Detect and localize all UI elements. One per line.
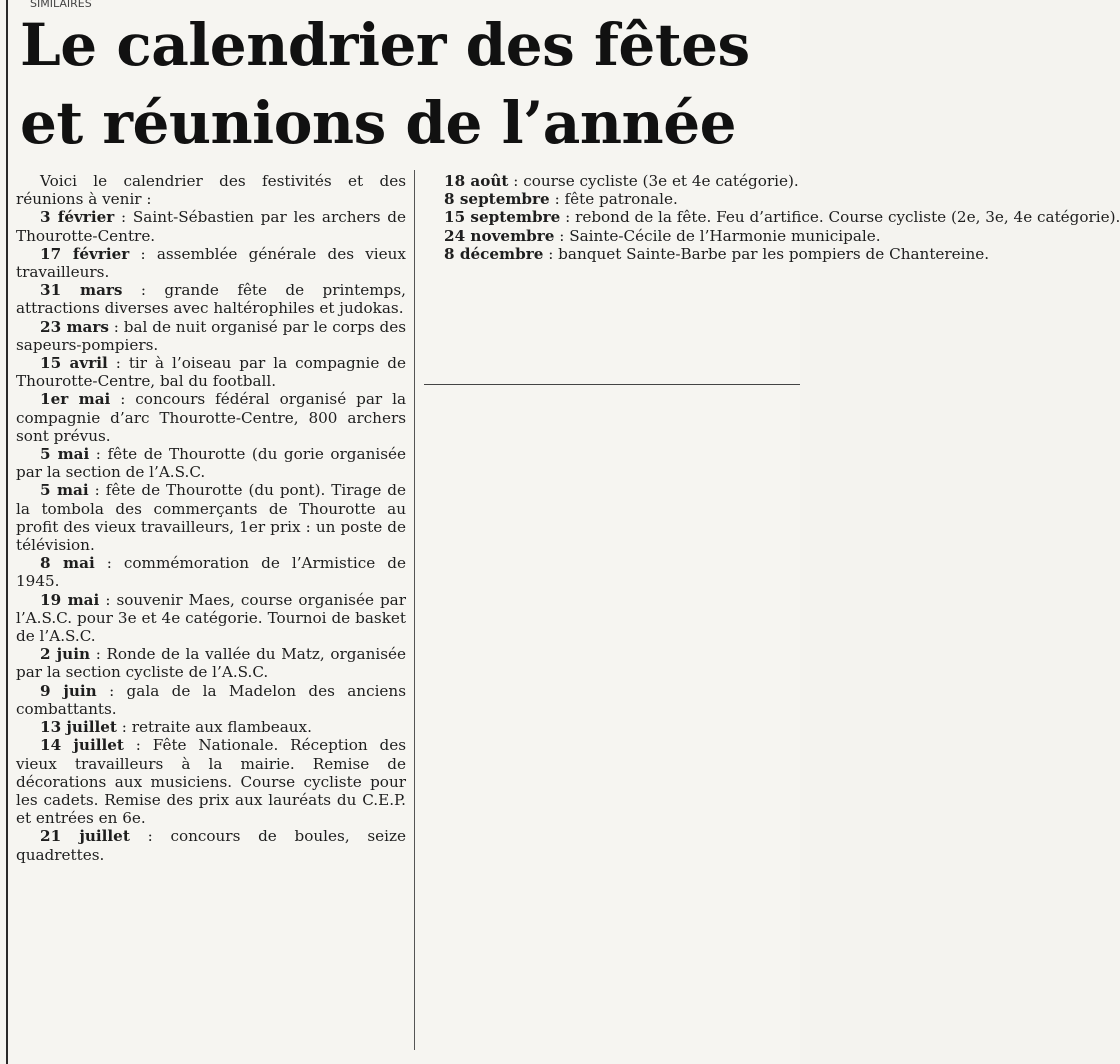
entry-text: : concours fédéral organisé par la compagnie d’arc Thourotte-Centre, 800 archers sont prévus.: [16, 390, 406, 445]
entry-date: 9 juin: [40, 681, 97, 700]
calendar-entry: [16, 554, 406, 590]
entry-date: 1er mai: [40, 390, 111, 409]
intro-paragraph: Voici le calendrier des festivités et des réunions à venir :: [16, 172, 406, 209]
entry-date: 8 décembre: [444, 244, 544, 263]
entry-date: 23 mars: [40, 317, 109, 336]
calendar-entry: [16, 390, 406, 445]
calendar-entry: [16, 445, 406, 481]
entry-date: 5 mai: [40, 481, 89, 500]
entry-text: : commémoration de l’Armistice de 1945.: [16, 554, 406, 591]
calendar-entry: [16, 645, 406, 681]
calendar-entry: [424, 190, 824, 208]
calendar-entry: [16, 318, 406, 354]
entry-date: 3 février: [40, 208, 115, 227]
headline-line-1: Le calendrier des fêtes: [20, 11, 750, 79]
calendar-entry: [16, 208, 406, 244]
entry-date: 24 novembre: [444, 226, 555, 245]
entry-text: : gala de la Madelon des anciens combattants.: [16, 681, 406, 718]
headline-line-2: et réunions de l’année: [20, 89, 737, 157]
calendar-entry: [16, 481, 406, 554]
left-column: [16, 172, 406, 864]
entry-text: : Fête Nationale. Réception des vieux travailleurs à la mairie. Remise de décorations aux musiciens. Course cycliste pour les cadets. Remise des prix aux lauréats du C.E.P. et entrées en 6e.: [16, 736, 407, 828]
entry-date: 2 juin: [40, 645, 91, 664]
calendar-entry: [424, 244, 990, 263]
entry-text: : Saint-Sébastien par les archers de Thourotte-Centre.: [16, 208, 407, 245]
entry-text: : rebond de la fête. Feu d’artifice. Course cycliste (2e, 3e, 4e catégorie).: [565, 208, 1120, 227]
entry-text: : grande fête de printemps, attractions diverses avec haltérophiles et judokas.: [16, 281, 407, 318]
entry-date: 19 mai: [40, 590, 100, 609]
entry-text: : souvenir Maes, course organisée par l’A.S.C. pour 3e et 4e catégorie. Tournoi de basket de l’A.S.C.: [16, 590, 406, 646]
entry-text: : fête de Thourotte (du gorie organisée par la section de l’A.S.C.: [16, 445, 406, 482]
entry-date: 8 septembre: [444, 190, 550, 209]
calendar-entry: [16, 682, 406, 718]
right-entries: [424, 172, 1120, 263]
entry-date: 18 août: [444, 172, 509, 190]
entry-date: 15 septembre: [444, 208, 561, 227]
entry-text: : bal de nuit organisé par le corps des sapeurs-pompiers.: [16, 317, 406, 354]
column-divider: [414, 170, 415, 1050]
entry-text: : tir à l’oiseau par la compagnie de Thourotte-Centre, bal du football.: [16, 354, 406, 391]
entry-text: : Sainte-Cécile de l’Harmonie municipale.: [559, 226, 881, 245]
calendar-entry: [16, 591, 406, 646]
entry-date: 5 mai: [40, 445, 90, 464]
column-rule-left: [6, 0, 8, 1064]
calendar-entry: [424, 172, 824, 190]
entry-date: 14 juillet: [40, 736, 124, 755]
calendar-entry: [16, 718, 406, 736]
calendar-entry: [16, 827, 406, 863]
headline: [20, 6, 850, 162]
entry-date: 13 juillet: [40, 718, 117, 737]
entry-text: : assemblée générale des vieux travailleurs.: [16, 244, 406, 282]
entry-text: : retraite aux flambeaux.: [121, 718, 312, 737]
entry-text: : banquet Sainte-Barbe par les pompiers de Chantereine.: [548, 244, 990, 263]
entry-text: : Ronde de la vallée du Matz, organisée par la section cycliste de l’A.S.C.: [16, 645, 406, 682]
column-end-rule: [424, 384, 800, 385]
calendar-entry: [424, 208, 1120, 227]
entry-date: 8 mai: [40, 554, 95, 573]
left-entries: [16, 208, 406, 863]
calendar-entry: [16, 736, 406, 827]
entry-date: 31 mars: [40, 281, 123, 300]
calendar-entry: [16, 354, 406, 390]
right-column: [424, 172, 1120, 263]
calendar-entry: [16, 245, 406, 281]
calendar-entry: [16, 281, 406, 317]
entry-text: : fête de Thourotte (du pont). Tirage de la tombola des commerçants de Thourotte au profit des vieux travailleurs, 1er prix : un poste de télévision.: [16, 481, 406, 555]
entry-text: : fête patronale.: [554, 190, 678, 209]
masthead-fragment: SIMILAIRES: [30, 0, 92, 10]
entry-text: : course cycliste (3e et 4e catégorie).: [513, 172, 799, 190]
entry-date: 15 avril: [40, 354, 108, 373]
calendar-entry: [424, 226, 881, 245]
entry-date: 17 février: [40, 244, 130, 263]
entry-date: 21 juillet: [40, 827, 130, 846]
entry-text: : concours de boules, seize quadrettes.: [16, 827, 407, 864]
